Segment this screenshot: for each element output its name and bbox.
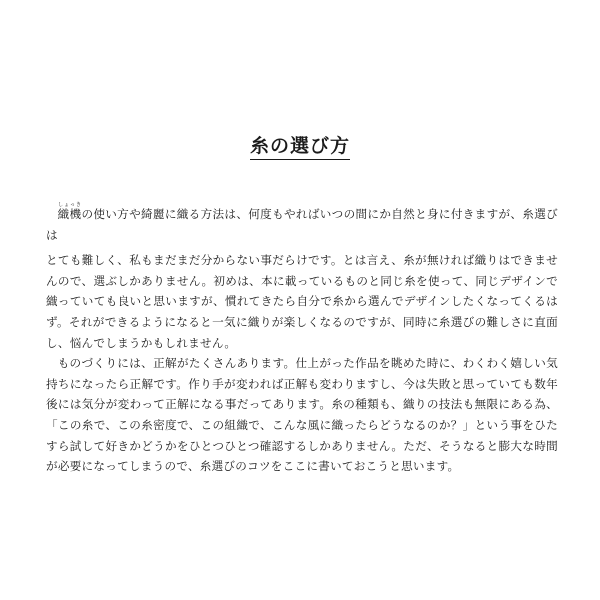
page-title [0, 134, 600, 160]
paragraph-1-first-line-text: の使い方や綺麗に織る方法は、何度もやればいつの間にか自然と身に付きますが、糸選びは [46, 207, 558, 242]
ruby-reading: しょっき [57, 202, 82, 208]
ruby-base: 織機 [57, 207, 82, 221]
ruby-shokki [57, 202, 82, 221]
paragraph-1-rest: とても難しく、私もまだまだ分からない事だらけです。とは言え、糸が無ければ織りはできませんので、選ぶしかありません。初めは、本に載っているものと同じ糸を使って、同じデザインで織っていても良いと思いますが、慣れてきたら自分で糸から選んでデザインしたくなってくるはず。それができるようになると一気に織りが楽しくなるのですが、同時に糸選びの難しさに直面し、悩んでしまうかもしれません。 [46, 253, 558, 350]
paragraph-1 [46, 202, 558, 353]
paragraph-2: ものづくりには、正解がたくさんあります。仕上がった作品を眺めた時に、わくわく嬉しい気持ちになったら正解です。作り手が変われば正解も変わりますし、今は失敗と思っていても数年後には気分が変わって正解になる事だってあります。糸の種類も、織りの技法も無限にある為、「この糸で、この糸密度で、この組織で、こんな風に織ったらどうなるのか？」という事をひたすら試して好きかどうかをひとつひとつ確認するしかありません。ただ、そうなると膨大な時間が必要になってしまうので、糸選びのコツをここに書いておこうと思います。 [46, 356, 558, 474]
page-title-text: 糸の選び方 [250, 134, 350, 160]
document-body [46, 202, 558, 477]
paragraph-1-first-line [46, 202, 558, 245]
